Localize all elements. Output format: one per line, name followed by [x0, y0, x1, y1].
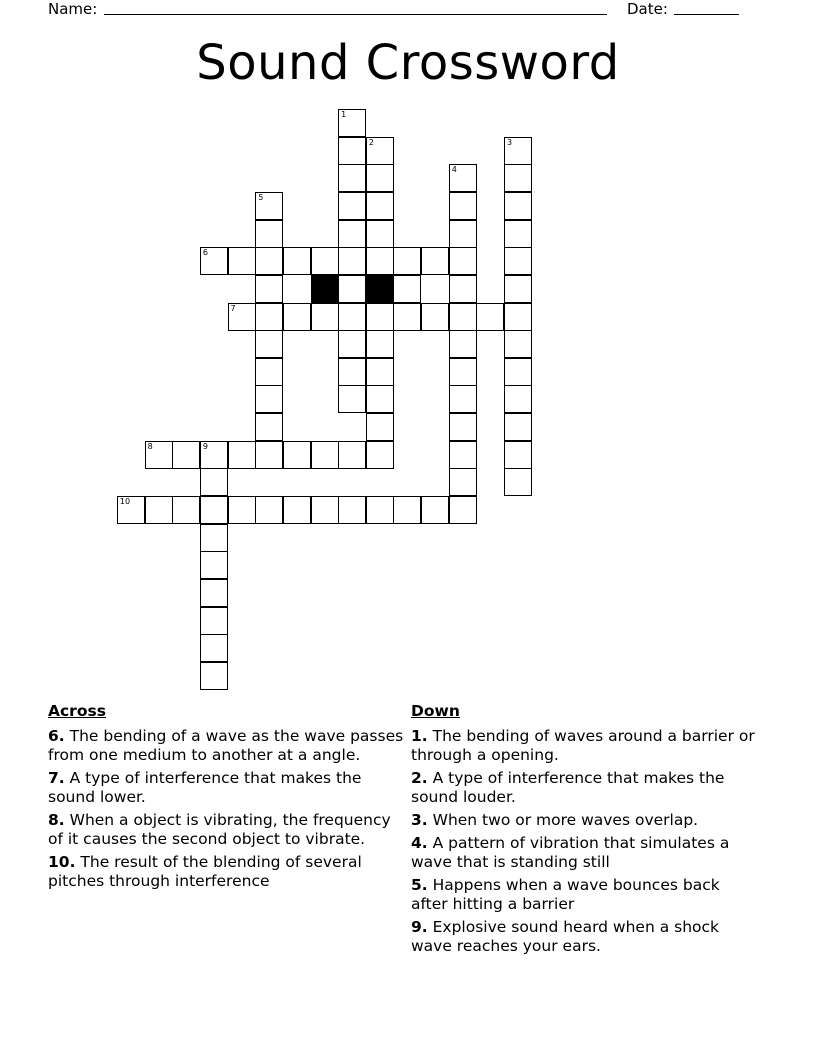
clue-number: 6.: [48, 727, 65, 745]
grid-cell[interactable]: [338, 441, 366, 469]
grid-cell[interactable]: [255, 441, 283, 469]
grid-cell[interactable]: [366, 441, 394, 469]
grid-cell[interactable]: [366, 247, 394, 275]
grid-cell[interactable]: [200, 579, 228, 607]
grid-cell[interactable]: [366, 330, 394, 358]
down-clues: [411, 702, 756, 960]
clue-text: The bending of a wave as the wave passes from one medium to another at a angle.: [48, 727, 404, 764]
grid-cell[interactable]: [421, 247, 449, 275]
cell-number: 10: [119, 497, 131, 506]
grid-cell[interactable]: [476, 303, 504, 331]
grid-cell[interactable]: [504, 192, 532, 220]
grid-cell[interactable]: [283, 247, 311, 275]
grid-cell[interactable]: [338, 303, 366, 331]
grid-cell[interactable]: [145, 496, 173, 524]
down-clue: [411, 811, 756, 830]
grid-cell[interactable]: [449, 468, 477, 496]
cell-number: 3: [507, 137, 513, 147]
across-clue: [48, 853, 408, 891]
grid-cell[interactable]: [504, 330, 532, 358]
across-clue: [48, 769, 408, 807]
grid-cell[interactable]: [421, 496, 449, 524]
grid-cell[interactable]: [504, 385, 532, 413]
grid-cell[interactable]: [366, 385, 394, 413]
grid-cell[interactable]: [366, 192, 394, 220]
grid-cell[interactable]: [366, 137, 394, 165]
clue-text: When a object is vibrating, the frequency of it causes the second object to vibrate.: [48, 811, 391, 848]
grid-cell[interactable]: [200, 524, 228, 552]
grid-cell[interactable]: [338, 109, 366, 137]
grid-cell[interactable]: [200, 247, 228, 275]
grid-cell[interactable]: [117, 496, 145, 524]
grid-cell[interactable]: [255, 385, 283, 413]
grid-cell[interactable]: [172, 496, 200, 524]
grid-cell[interactable]: [255, 192, 283, 220]
grid-cell[interactable]: [200, 662, 228, 690]
grid-cell[interactable]: [283, 303, 311, 331]
grid-cell[interactable]: [366, 164, 394, 192]
clue-text: Explosive sound heard when a shock wave reaches your ears.: [411, 918, 720, 955]
across-heading: Across: [48, 702, 106, 720]
grid-cell[interactable]: [311, 441, 339, 469]
grid-cell[interactable]: [311, 303, 339, 331]
clue-number: 3.: [411, 811, 428, 829]
down-clue: [411, 918, 756, 956]
grid-cell[interactable]: [449, 496, 477, 524]
clue-text: A type of interference that makes the sound louder.: [411, 769, 725, 806]
grid-cell[interactable]: [504, 137, 532, 165]
grid-cell[interactable]: [228, 441, 256, 469]
grid-cell[interactable]: [449, 303, 477, 331]
grid-cell[interactable]: [311, 496, 339, 524]
grid-cell[interactable]: [338, 164, 366, 192]
grid-cell[interactable]: [228, 247, 256, 275]
grid-cell[interactable]: [393, 496, 421, 524]
grid-cell[interactable]: [449, 385, 477, 413]
cell-number: 6: [202, 248, 208, 258]
grid-cell[interactable]: [311, 247, 339, 275]
across-clues: [48, 702, 408, 895]
grid-cell[interactable]: [393, 303, 421, 331]
grid-cell[interactable]: [255, 496, 283, 524]
clue-number: 7.: [48, 769, 65, 787]
grid-cell[interactable]: [504, 441, 532, 469]
grid-cell[interactable]: [255, 358, 283, 386]
date-label: Date:: [627, 0, 668, 18]
grid-cell[interactable]: [255, 220, 283, 248]
grid-cell[interactable]: [449, 164, 477, 192]
grid-cell[interactable]: [449, 220, 477, 248]
cell-number: 1: [341, 109, 347, 119]
across-clue: [48, 811, 408, 849]
grid-cell[interactable]: [504, 275, 532, 303]
grid-cell[interactable]: [200, 496, 228, 524]
clue-text: A type of interference that makes the sound lower.: [48, 769, 362, 806]
cell-number: 2: [368, 137, 374, 147]
cell-number: 4: [451, 165, 457, 175]
grid-cell[interactable]: [255, 303, 283, 331]
grid-cell[interactable]: [366, 358, 394, 386]
grid-cell[interactable]: [338, 192, 366, 220]
down-clue: [411, 876, 756, 914]
grid-cell[interactable]: [338, 358, 366, 386]
black-cell: [311, 275, 339, 303]
grid-cell[interactable]: [449, 247, 477, 275]
grid-cell[interactable]: [255, 247, 283, 275]
grid-cell[interactable]: [200, 634, 228, 662]
grid-cell[interactable]: [449, 358, 477, 386]
down-heading: Down: [411, 702, 460, 720]
grid-cell[interactable]: [338, 220, 366, 248]
grid-cell[interactable]: [228, 496, 256, 524]
clue-number: 4.: [411, 834, 428, 852]
clue-text: When two or more waves overlap.: [432, 811, 699, 829]
grid-cell[interactable]: [228, 303, 256, 331]
grid-cell[interactable]: [393, 247, 421, 275]
clue-text: A pattern of vibration that simulates a wave that is standing still: [411, 834, 730, 871]
clue-text: The bending of waves around a barrier or through a opening.: [411, 727, 755, 764]
grid-cell[interactable]: [145, 441, 173, 469]
grid-cell[interactable]: [338, 247, 366, 275]
grid-cell[interactable]: [255, 275, 283, 303]
grid-cell[interactable]: [449, 330, 477, 358]
page-title: Sound Crossword: [196, 35, 620, 91]
grid-cell[interactable]: [200, 468, 228, 496]
name-label: Name:: [48, 0, 98, 18]
clue-text: The result of the blending of several pitches through interference: [48, 853, 362, 890]
down-clue: [411, 727, 756, 765]
grid-cell[interactable]: [255, 413, 283, 441]
grid-cell[interactable]: [338, 137, 366, 165]
grid-cell[interactable]: [200, 551, 228, 579]
grid-cell[interactable]: [338, 330, 366, 358]
cell-number: 5: [258, 192, 264, 202]
grid-cell[interactable]: [449, 275, 477, 303]
grid-cell[interactable]: [504, 303, 532, 331]
grid-cell[interactable]: [172, 441, 200, 469]
grid-cell[interactable]: [338, 385, 366, 413]
grid-cell[interactable]: [200, 607, 228, 635]
grid-cell[interactable]: [421, 303, 449, 331]
down-clue: [411, 769, 756, 807]
grid-cell[interactable]: [366, 413, 394, 441]
clue-number: 9.: [411, 918, 428, 936]
grid-cell[interactable]: [255, 330, 283, 358]
clue-number: 8.: [48, 811, 65, 829]
cell-number: 9: [202, 441, 208, 451]
grid-cell[interactable]: [504, 164, 532, 192]
grid-cell[interactable]: [393, 275, 421, 303]
grid-cell[interactable]: [338, 275, 366, 303]
across-clue: [48, 727, 408, 765]
grid-cell[interactable]: [283, 496, 311, 524]
clue-number: 1.: [411, 727, 428, 745]
clue-text: Happens when a wave bounces back after hitting a barrier: [411, 876, 720, 913]
grid-cell[interactable]: [504, 413, 532, 441]
black-cell: [366, 275, 394, 303]
grid-cell[interactable]: [200, 441, 228, 469]
grid-cell[interactable]: [504, 247, 532, 275]
grid-cell[interactable]: [449, 413, 477, 441]
grid-cell[interactable]: [283, 441, 311, 469]
grid-cell[interactable]: [504, 358, 532, 386]
grid-cell[interactable]: [366, 496, 394, 524]
clue-number: 5.: [411, 876, 428, 894]
grid-cell[interactable]: [504, 468, 532, 496]
grid-cell[interactable]: [366, 303, 394, 331]
grid-cell[interactable]: [504, 220, 532, 248]
grid-cell[interactable]: [338, 496, 366, 524]
clue-number: 10.: [48, 853, 76, 871]
clue-number: 2.: [411, 769, 428, 787]
grid-cell[interactable]: [449, 192, 477, 220]
grid-cell[interactable]: [449, 441, 477, 469]
cell-number: 7: [230, 303, 236, 313]
down-clue: [411, 834, 756, 872]
cell-number: 8: [147, 441, 153, 451]
grid-cell[interactable]: [366, 220, 394, 248]
